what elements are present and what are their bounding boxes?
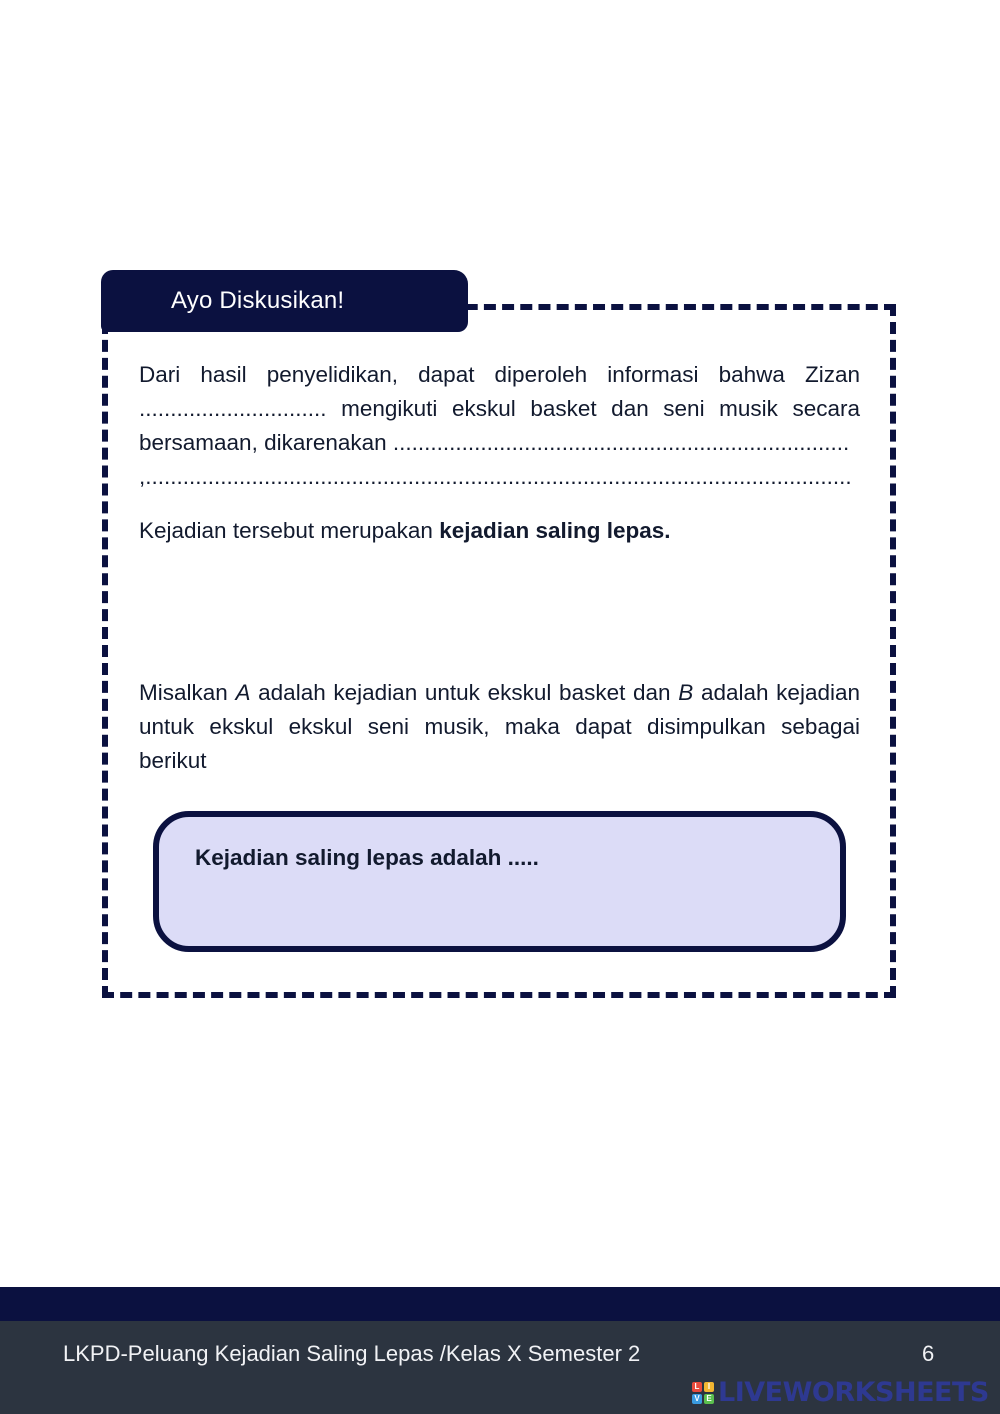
liveworksheets-watermark [692, 1377, 989, 1408]
logo-tile: I [704, 1382, 714, 1392]
paragraph-line: bersamaan, dikarenakan ......................................................................... [139, 430, 850, 455]
paragraph-line: Dari hasil penyelidikan, dapat diperoleh informasi bahwa Zizan [139, 362, 860, 387]
answer-prompt: Kejadian saling lepas adalah ..... [195, 845, 539, 870]
liveworksheets-logo-icon [692, 1382, 714, 1404]
definition-text: adalah kejadian untuk ekskul basket dan [250, 680, 679, 705]
footer-band [0, 1287, 1000, 1321]
definition-text: Misalkan [139, 680, 236, 705]
footer-title: LKPD-Peluang Kejadian Saling Lepas /Kelas X Semester 2 [63, 1341, 641, 1366]
page-number: 6 [922, 1341, 935, 1366]
variable-a: A [235, 680, 251, 705]
footer [0, 1321, 1000, 1414]
logo-tile: V [692, 1394, 702, 1404]
conclusion-bold: kejadian saling lepas. [439, 518, 671, 543]
watermark-text: LIVEWORKSHEETS [718, 1377, 989, 1408]
answer-box[interactable] [153, 811, 846, 952]
fill-in-blank-line: ,................................................................................................................. [139, 464, 852, 489]
paragraph-line: .............................. mengikuti ekskul basket dan seni musik secara [139, 396, 860, 421]
paragraph-definition [139, 676, 860, 778]
conclusion-text: Kejadian tersebut merupakan [139, 518, 440, 543]
paragraph-finding [139, 358, 860, 494]
paragraph-conclusion [139, 514, 860, 548]
logo-tile: E [704, 1394, 714, 1404]
section-title: Ayo Diskusikan! [101, 270, 468, 332]
logo-tile: L [692, 1382, 702, 1392]
variable-b: B [678, 680, 694, 705]
definition-text: adalah kejadian untuk ekskul ekskul seni musik, maka dapat disimpulkan sebagai berikut [139, 680, 860, 773]
